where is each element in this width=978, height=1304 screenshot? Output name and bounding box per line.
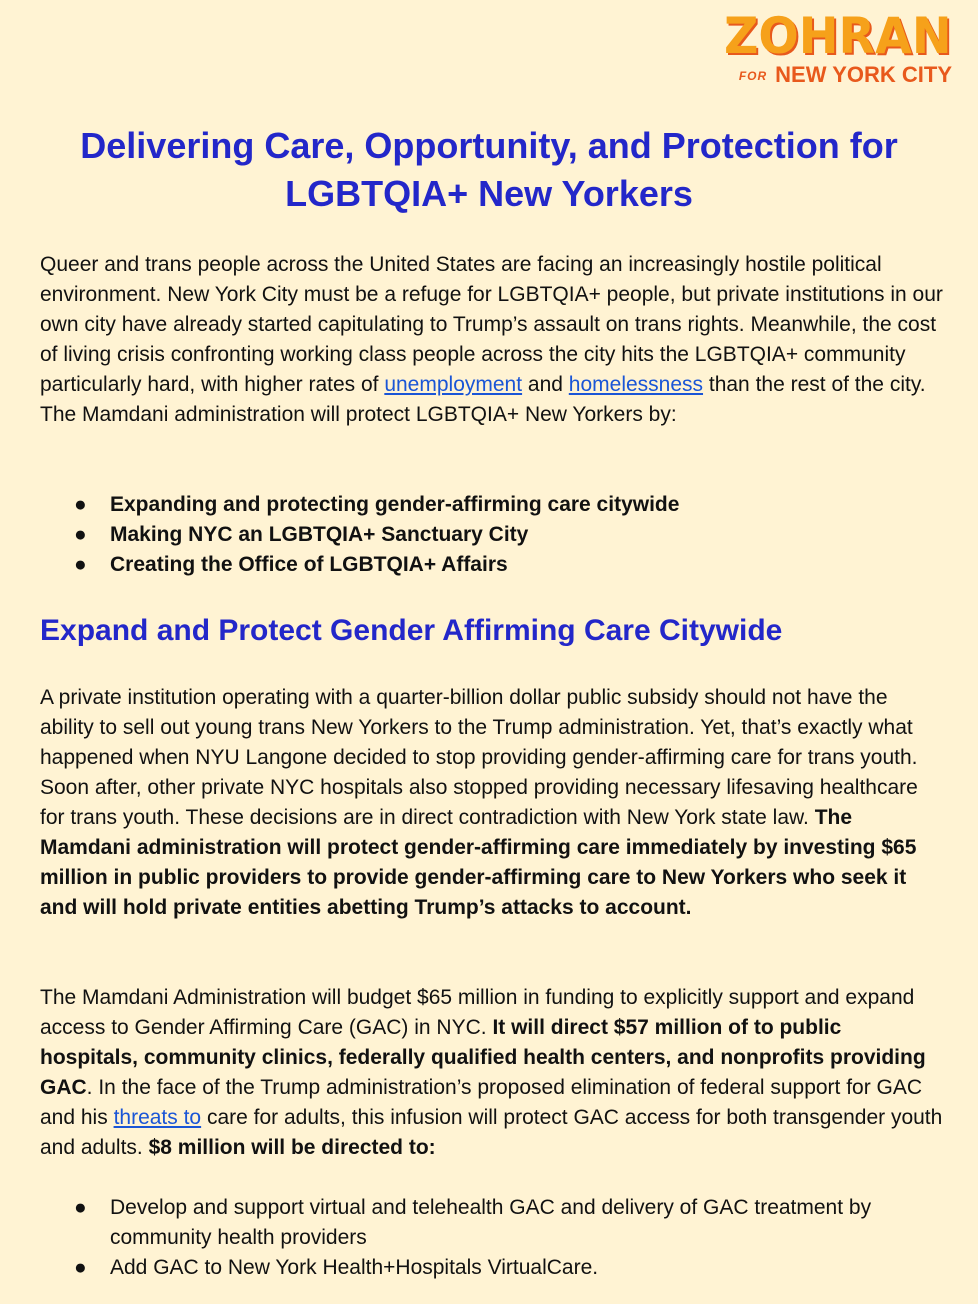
- list-item: ● Add GAC to New York Health+Hospitals VirtualCare.: [40, 1253, 944, 1283]
- priorities-list: [40, 490, 944, 580]
- page-title: Delivering Care, Opportunity, and Protection for LGBTQIA+ New Yorkers: [80, 125, 898, 214]
- list-item: ● Expanding and protecting gender-affirming care citywide: [40, 490, 944, 520]
- bullet-icon: ●: [74, 523, 87, 546]
- list-item: ● Creating the Office of LGBTQIA+ Affairs: [40, 550, 944, 580]
- funding-list: [40, 1193, 944, 1283]
- bullet-icon: ●: [74, 493, 87, 516]
- list-item: ● Making NYC an LGBTQIA+ Sanctuary City: [40, 520, 944, 550]
- logo-subtitle: [712, 62, 952, 89]
- threats-link[interactable]: threats to: [113, 1106, 202, 1129]
- campaign-logo: [712, 8, 952, 89]
- list-item: ● Develop and support virtual and telehealth GAC and delivery of GAC treatment by community health providers: [40, 1193, 944, 1253]
- bullet-icon: ●: [74, 1196, 87, 1219]
- intro-paragraph: Queer and trans people across the United States are facing an increasingly hostile political environment. New York City must be a refuge for LGBTQIA+ people, but private institutions in our own city have already started capitulating to Trump’s assault on trans rights. Meanwhile, the cost of living crisis confronting working class people across the city hits the LGBTQIA+ community particularly hard, with higher rates of unemployment and homelessness than the rest of the city. The Mamdani administration will protect LGBTQIA+ New Yorkers by:: [40, 253, 943, 426]
- logo-for: FOR: [738, 69, 768, 83]
- bullet-icon: ●: [74, 1256, 87, 1279]
- homelessness-link[interactable]: homelessness: [568, 373, 704, 396]
- bullet-icon: ●: [74, 553, 87, 576]
- unemployment-link[interactable]: unemployment: [384, 373, 523, 396]
- gac-paragraph-1: A private institution operating with a quarter-billion dollar public subsidy should not have the ability to sell out young trans New Yorkers to the Trump administration. Yet, that’s exactly what happened when NYU Langone decided to stop providing gender-affirming care for trans youth. Soon after, other private NYC hospitals also stopped providing necessary lifesaving healthcare for trans youth. These decisions are in direct contradiction with New York state law. The Mamdani administration will protect gender-affirming care immediately by investing $65 million in public providers to provide gender-affirming care to New Yorkers who seek it and will hold private entities abetting Trump’s attacks to account.: [40, 686, 918, 919]
- gac-paragraph-2: The Mamdani Administration will budget $65 million in funding to explicitly support and expand access to Gender Affirming Care (GAC) in NYC. It will direct $57 million of to public hospitals, community clinics, federally qualified health centers, and nonprofits providing GAC. In the face of the Trump administration’s proposed elimination of federal support for GAC and his threats to care for adults, this infusion will protect GAC access for both transgender youth and adults. $8 million will be directed to:: [40, 986, 943, 1159]
- section-heading: Expand and Protect Gender Affirming Care Citywide: [40, 614, 783, 647]
- logo-city: NEW YORK CITY: [775, 62, 952, 87]
- logo-wordmark: ZOHRAN: [724, 7, 952, 65]
